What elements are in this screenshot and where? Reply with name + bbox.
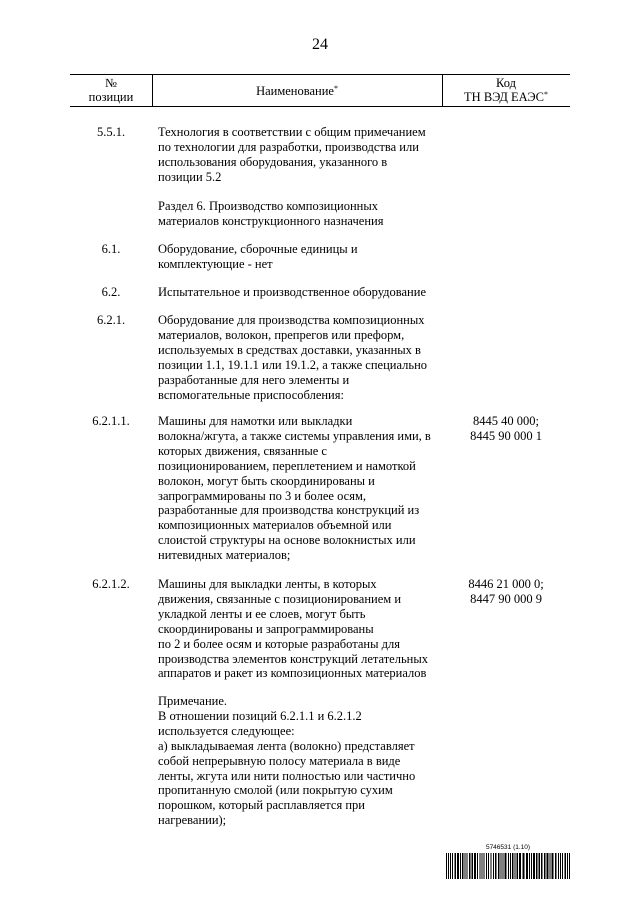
table-header-top-rule bbox=[70, 74, 570, 75]
row-position: 6.1. bbox=[101, 242, 121, 256]
note-text: Примечание. В отношении позиций 6.2.1.1 и 6.2.1.2 используется следующее: а) выкладываемая лента (волокно) представляет собой непрерывную полосу материала в виде ленты, жгута или нити полностью или частично пропитанную смолой (или покрытую сухим порошком, который расплавляется при нагревании); bbox=[158, 694, 416, 828]
row-name: Машины для выкладки ленты, в которых движения, связанные с позиционированием и укладкой ленты и ее слоев, могут быть скоординированы и запрограммированы по 2 и более осям и которые разработаны для производства элементов конструкций летательных аппаратов и ракет из композиционных материалов bbox=[158, 577, 429, 681]
table-header-bottom-rule bbox=[70, 106, 570, 107]
row-position: 6.2.1.1. bbox=[92, 414, 130, 428]
column-header-name-text: Наименование bbox=[256, 84, 334, 98]
row-code: 8445 40 000; 8445 90 000 1 bbox=[470, 414, 542, 443]
row-name: Машины для намотки или выкладки волокна/жгута, а также системы управления ими, в которых движения, связанные с позиционированием, переплетением и намоткой волокон, могут быть скоординированы и запрограммированы по 3 и более осям, разработанные для производства конструкций из композиционных материалов объемной или слоистой структуры на основе волокнистых или нитевидных материалов; bbox=[158, 414, 431, 563]
row-position: 6.2. bbox=[101, 285, 121, 299]
column-header-position-text: № позиции bbox=[88, 76, 134, 104]
footnote-mark: * bbox=[333, 84, 338, 93]
row-position: 5.5.1. bbox=[96, 125, 126, 139]
row-name: Оборудование для производства композиционных материалов, волокон, препрегов или преформ, используемых в средствах доставки, указанных в позиции 1.1, 19.1.1 или 19.1.2, а также специально разработанные для него элементы и вспомогательные приспособления: bbox=[158, 313, 428, 402]
column-header-code-text: Код ТН ВЭД ЕАЭС bbox=[464, 76, 544, 104]
barcode-label: 5746531 (1.10) bbox=[485, 844, 531, 851]
row-name: Технология в соответствии с общим примечанием по технологии для разработки, производства или использования оборудования, указанного в позиции 5.2 bbox=[158, 125, 426, 184]
row-position: 6.2.1.2. bbox=[92, 577, 130, 591]
row-name: Оборудование, сборочные единицы и комплектующие - нет bbox=[158, 242, 358, 271]
row-code: 8446 21 000 0; 8447 90 000 9 bbox=[468, 577, 544, 606]
row-name: Испытательное и производственное оборудование bbox=[158, 285, 426, 299]
column-header-position bbox=[70, 76, 152, 104]
column-header-name bbox=[152, 84, 442, 98]
section-heading: Раздел 6. Производство композиционных материалов конструкционного назначения bbox=[158, 199, 384, 228]
footnote-mark: * bbox=[543, 90, 548, 99]
row-position: 6.2.1. bbox=[96, 313, 126, 327]
page-number: 24 bbox=[312, 36, 328, 53]
barcode-image bbox=[446, 853, 570, 879]
column-header-code bbox=[442, 76, 570, 104]
